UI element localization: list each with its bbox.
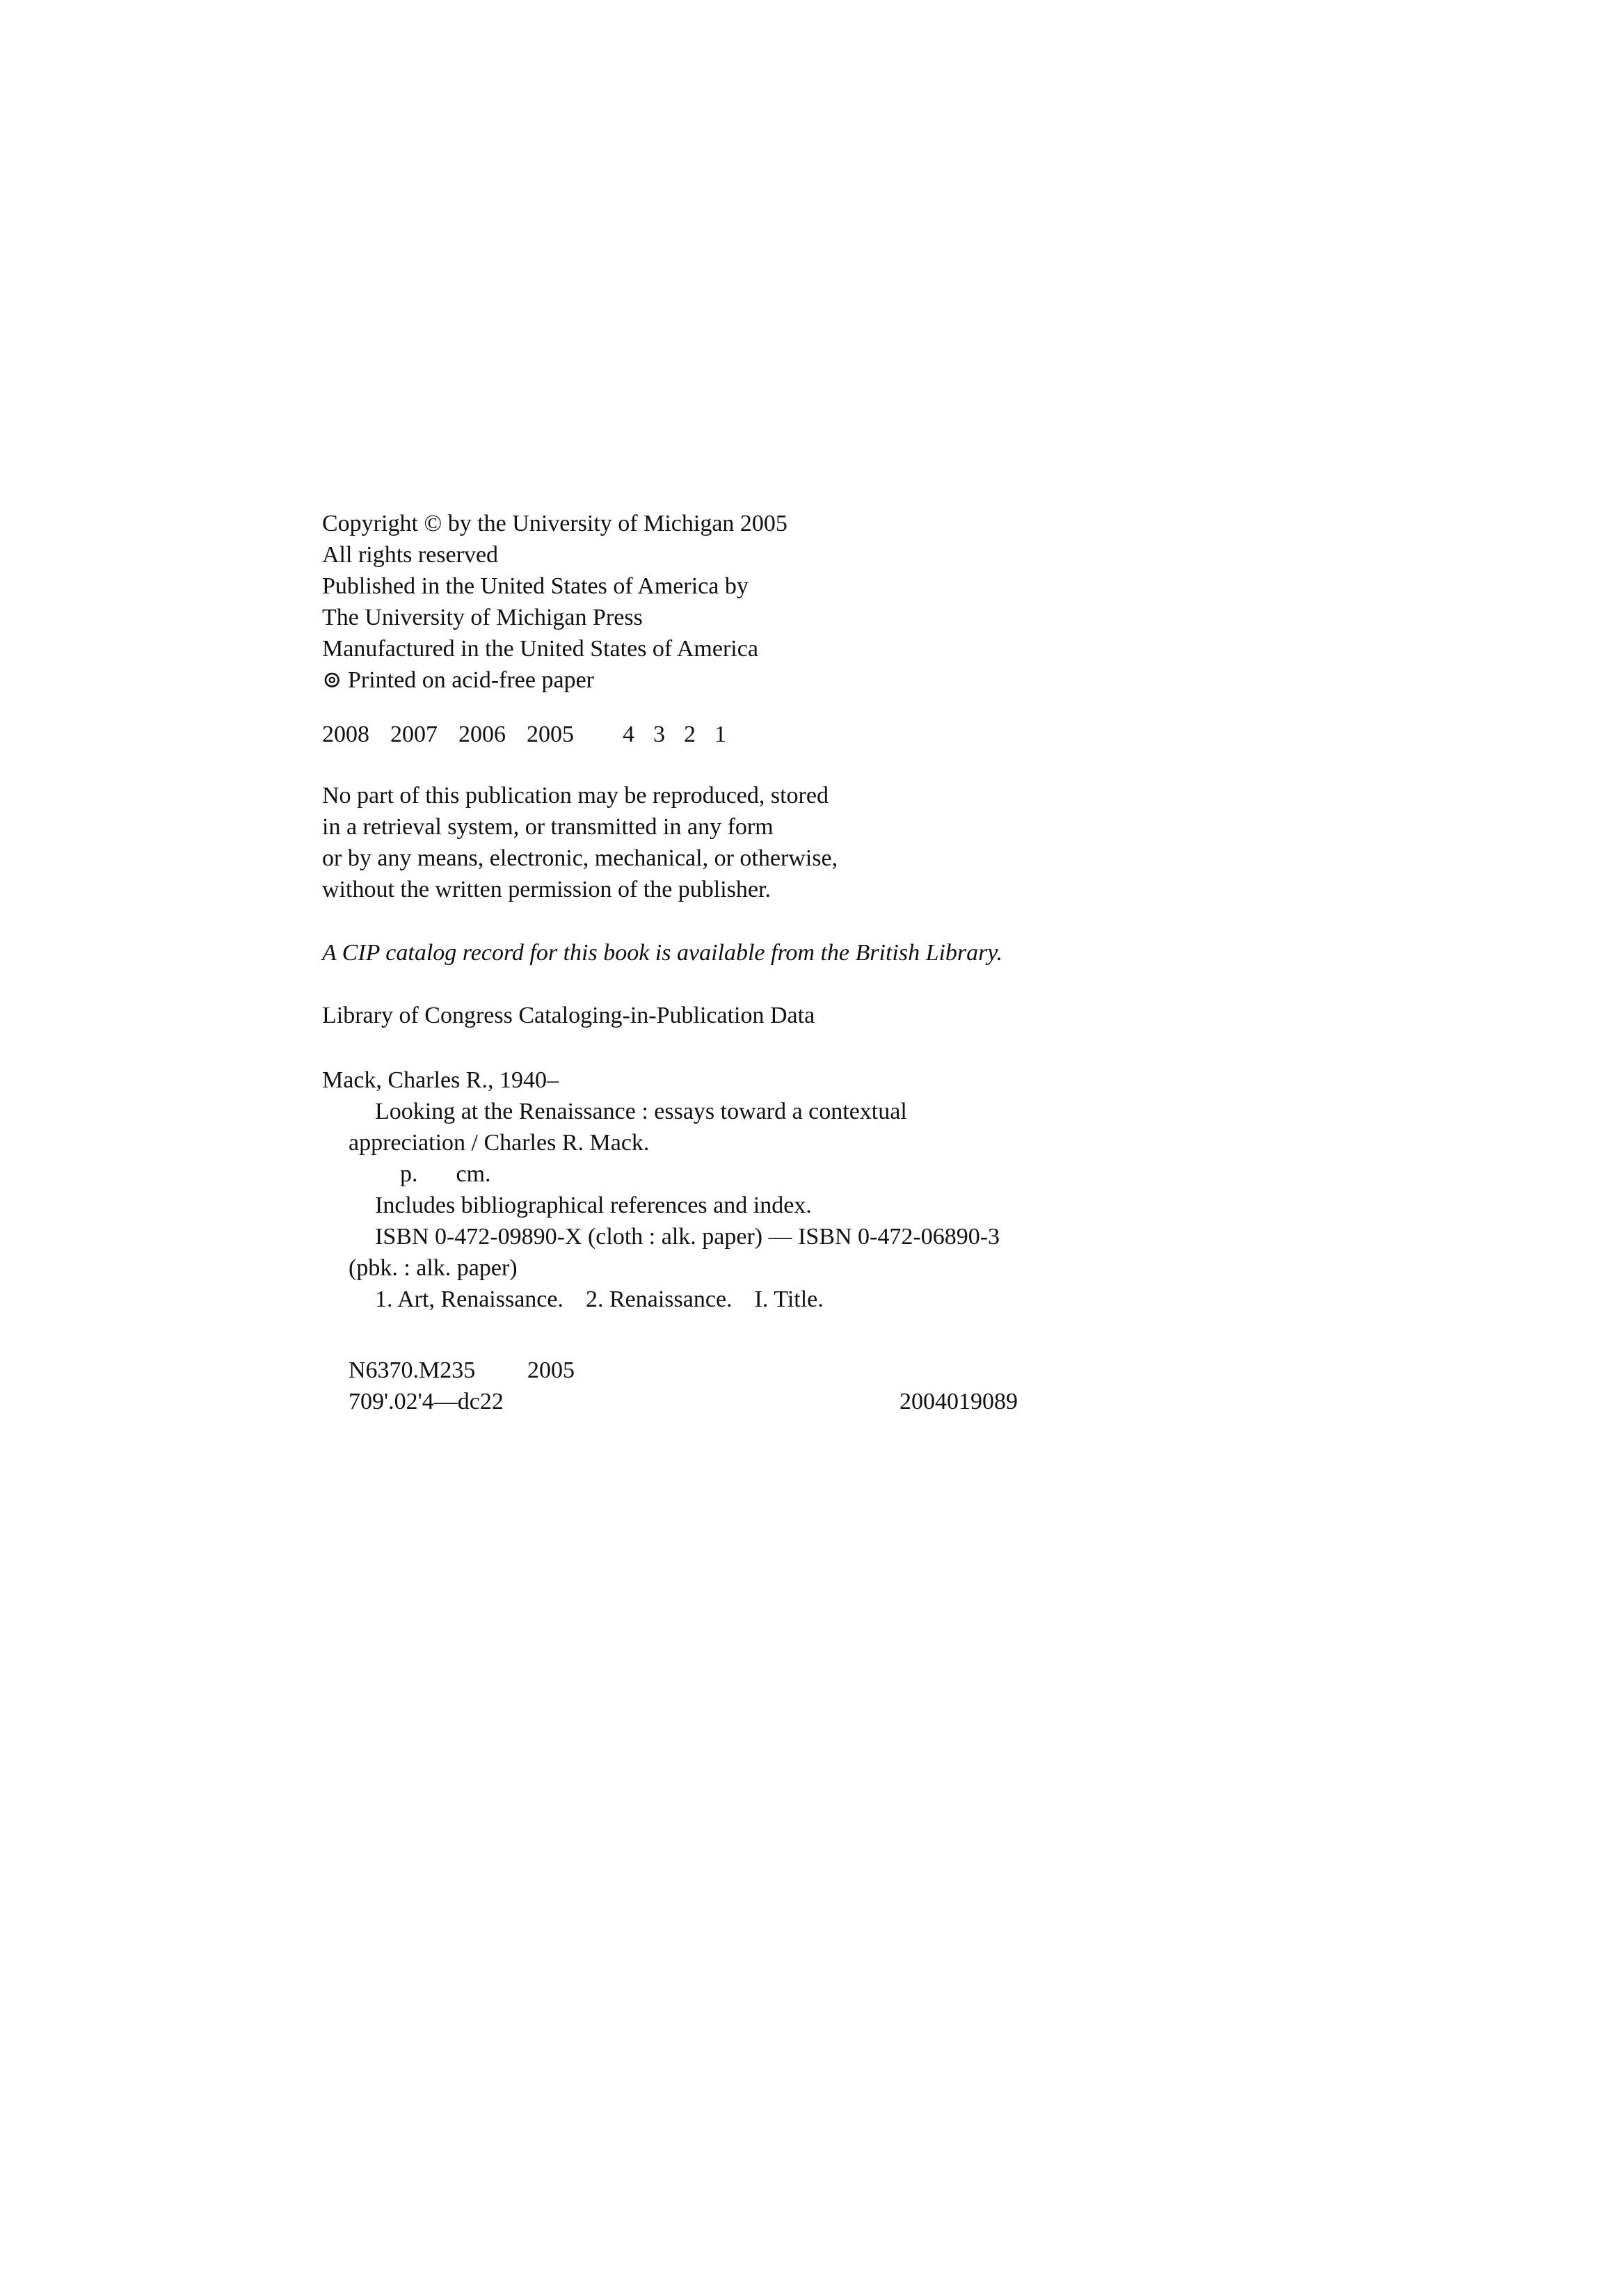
catalog-record: [322, 1065, 1018, 1315]
classification-block: [322, 1355, 1018, 1417]
copyright-line: Copyright © by the University of Michigan 2005: [322, 511, 787, 536]
printing-year: 2007: [390, 722, 438, 747]
catalog-subject: 2. Renaissance.: [586, 1286, 733, 1312]
lc-call-number: N6370.M235: [349, 1357, 476, 1383]
acid-free-line: ⊚ Printed on acid-free paper: [322, 667, 594, 693]
printing-year: 2005: [527, 722, 574, 747]
catalog-isbn: ISBN 0-472-09890-X (cloth : alk. paper) — ISBN 0-472-06890-3: [375, 1224, 1000, 1250]
rights-line: in a retrieval system, or transmitted in any form: [322, 814, 774, 840]
printing-year: 2008: [322, 722, 369, 747]
printing-number: 3: [653, 722, 665, 747]
manufactured-line: Manufactured in the United States of America: [322, 636, 758, 662]
rights-line: without the written permission of the publisher.: [322, 877, 771, 902]
catalog-pages: p.: [400, 1161, 418, 1187]
rights-line: No part of this publication may be reproduced, stored: [322, 783, 829, 808]
catalog-title: Looking at the Renaissance : essays toward a contextual: [375, 1099, 907, 1124]
copyright-block: [322, 508, 787, 696]
lc-classification-row: [322, 1355, 1018, 1386]
catalog-subject: I. Title.: [754, 1286, 824, 1312]
dewey-row: [322, 1386, 1018, 1417]
catalog-subjects: [322, 1284, 1018, 1315]
catalog-author: Mack, Charles R., 1940–: [322, 1067, 559, 1093]
published-line: Published in the United States of America by: [322, 573, 749, 599]
printing-line: [322, 719, 745, 750]
catalog-isbn-continued: (pbk. : alk. paper): [349, 1255, 518, 1281]
printing-number: 1: [714, 722, 726, 747]
catalog-includes: Includes bibliographical references and index.: [375, 1193, 812, 1218]
rights-line: or by any means, electronic, mechanical, or otherwise,: [322, 845, 838, 871]
loc-cip-heading: Library of Congress Cataloging-in-Publication Data: [322, 1003, 815, 1028]
rights-reserved-line: All rights reserved: [322, 542, 499, 568]
dewey-number: 709'.02'4—dc22: [349, 1389, 504, 1414]
publisher-line: The University of Michigan Press: [322, 605, 643, 630]
lccn-number: 2004019089: [900, 1389, 1018, 1414]
catalog-title-continued: appreciation / Charles R. Mack.: [349, 1130, 650, 1156]
catalog-size: cm.: [456, 1161, 491, 1187]
lc-call-year: 2005: [527, 1357, 575, 1383]
printing-number: 4: [623, 722, 634, 747]
printing-number: 2: [684, 722, 696, 747]
catalog-physical-description: [322, 1158, 1018, 1190]
printing-year: 2006: [458, 722, 506, 747]
catalog-subject: 1. Art, Renaissance.: [375, 1286, 563, 1312]
rights-notice: [322, 780, 838, 905]
cip-catalog-note: A CIP catalog record for this book is available from the British Library.: [322, 940, 1003, 966]
